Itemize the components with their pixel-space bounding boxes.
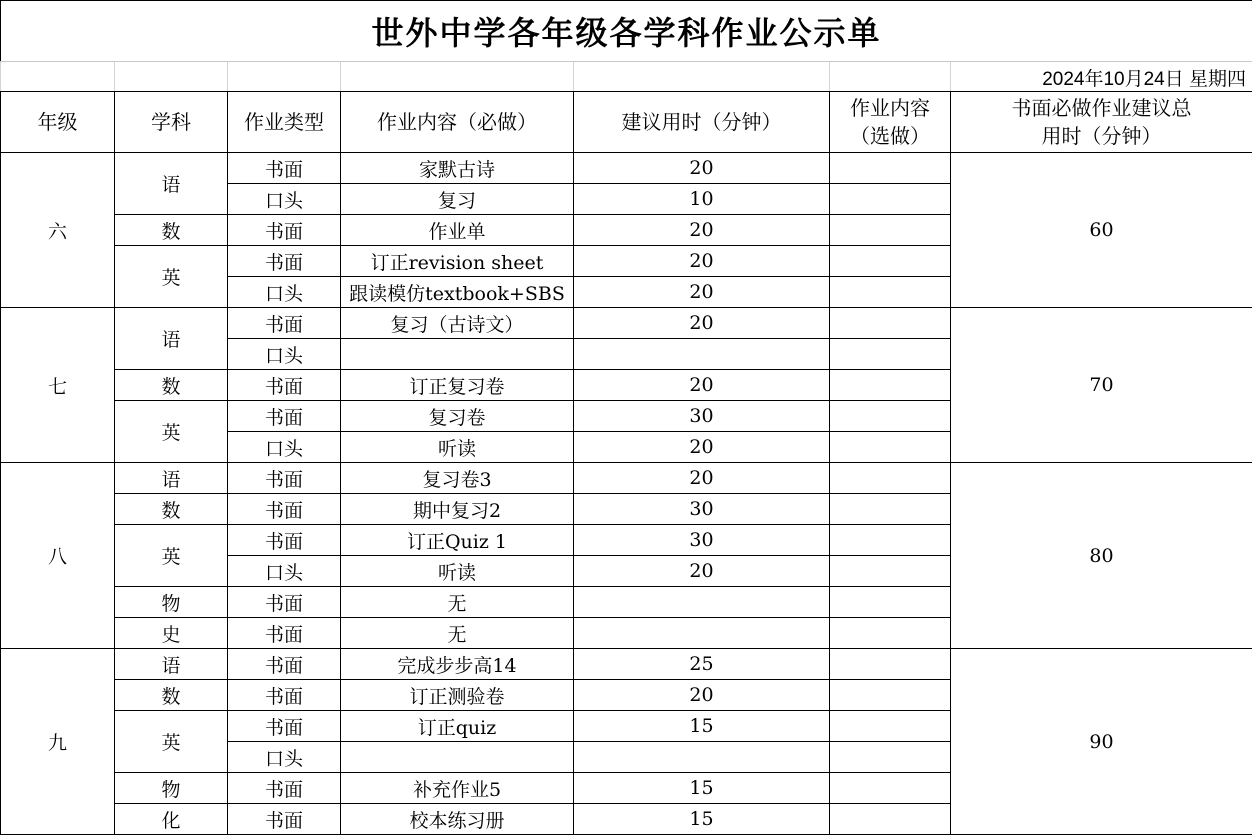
- optional-cell: [830, 494, 951, 525]
- optional-cell: [830, 804, 951, 835]
- subject-cell: 英: [115, 711, 228, 773]
- time-cell: 20: [574, 153, 830, 184]
- content-cell: 订正测验卷: [341, 680, 574, 711]
- table-row: [1, 308, 1252, 339]
- content-cell: 订正revision sheet: [341, 246, 574, 277]
- header-total-time: 书面必做作业建议总用时（分钟）: [951, 92, 1252, 153]
- content-cell: 校本练习册: [341, 804, 574, 835]
- optional-cell: [830, 711, 951, 742]
- content-cell: 听读: [341, 556, 574, 587]
- time-cell: 25: [574, 649, 830, 680]
- time-cell: 20: [574, 370, 830, 401]
- time-cell: [574, 339, 830, 370]
- blank-cell: [574, 62, 830, 92]
- time-cell: 20: [574, 680, 830, 711]
- grade-cell: 八: [1, 463, 115, 649]
- blank-cell: [1, 62, 115, 92]
- subject-cell: 物: [115, 587, 228, 618]
- blank-cell: [830, 62, 951, 92]
- subject-cell: 物: [115, 773, 228, 804]
- content-cell: 作业单: [341, 215, 574, 246]
- subject-cell: 语: [115, 649, 228, 680]
- header-subject: 学科: [115, 92, 228, 153]
- content-cell: 听读: [341, 432, 574, 463]
- content-cell: [341, 742, 574, 773]
- time-cell: 30: [574, 525, 830, 556]
- optional-cell: [830, 649, 951, 680]
- type-cell: 口头: [228, 277, 341, 308]
- subject-cell: 数: [115, 494, 228, 525]
- content-cell: 复习卷3: [341, 463, 574, 494]
- content-cell: 订正Quiz 1: [341, 525, 574, 556]
- total-time-cell: 90: [951, 649, 1252, 835]
- optional-cell: [830, 742, 951, 773]
- time-cell: 10: [574, 184, 830, 215]
- type-cell: 书面: [228, 773, 341, 804]
- optional-cell: [830, 246, 951, 277]
- time-cell: 20: [574, 463, 830, 494]
- optional-cell: [830, 432, 951, 463]
- blank-cell: [115, 62, 228, 92]
- optional-cell: [830, 184, 951, 215]
- grade-cell: 七: [1, 308, 115, 463]
- time-cell: [574, 618, 830, 649]
- date-label: 2024年10月24日 星期四: [951, 62, 1252, 92]
- total-time-cell: 70: [951, 308, 1252, 463]
- content-cell: 订正quiz: [341, 711, 574, 742]
- type-cell: 口头: [228, 742, 341, 773]
- optional-cell: [830, 463, 951, 494]
- content-cell: 跟读模仿textbook+SBS: [341, 277, 574, 308]
- type-cell: 书面: [228, 618, 341, 649]
- time-cell: 30: [574, 494, 830, 525]
- content-cell: 复习（古诗文）: [341, 308, 574, 339]
- subject-cell: 英: [115, 525, 228, 587]
- subject-cell: 史: [115, 618, 228, 649]
- type-cell: 口头: [228, 432, 341, 463]
- type-cell: 口头: [228, 339, 341, 370]
- total-time-cell: 60: [951, 153, 1252, 308]
- grade-cell: 九: [1, 649, 115, 835]
- time-cell: 20: [574, 277, 830, 308]
- content-cell: 订正复习卷: [341, 370, 574, 401]
- optional-cell: [830, 680, 951, 711]
- time-cell: [574, 742, 830, 773]
- header-grade: 年级: [1, 92, 115, 153]
- header-type: 作业类型: [228, 92, 341, 153]
- optional-cell: [830, 339, 951, 370]
- type-cell: 书面: [228, 525, 341, 556]
- content-cell: 补充作业5: [341, 773, 574, 804]
- optional-cell: [830, 401, 951, 432]
- time-cell: [574, 587, 830, 618]
- content-cell: 无: [341, 587, 574, 618]
- type-cell: 书面: [228, 401, 341, 432]
- total-time-cell: 80: [951, 463, 1252, 649]
- type-cell: 书面: [228, 494, 341, 525]
- grade-cell: 六: [1, 153, 115, 308]
- table-row: [1, 649, 1252, 680]
- content-cell: 无: [341, 618, 574, 649]
- optional-cell: [830, 277, 951, 308]
- blank-cell: [341, 62, 574, 92]
- time-cell: 15: [574, 711, 830, 742]
- type-cell: 书面: [228, 308, 341, 339]
- time-cell: 20: [574, 215, 830, 246]
- time-cell: 20: [574, 246, 830, 277]
- type-cell: 书面: [228, 246, 341, 277]
- type-cell: 书面: [228, 215, 341, 246]
- page-title: 世外中学各年级各学科作业公示单: [1, 1, 1252, 62]
- subject-cell: 数: [115, 370, 228, 401]
- optional-cell: [830, 556, 951, 587]
- header-time-suggested: 建议用时（分钟）: [574, 92, 830, 153]
- header-content-optional: 作业内容（选做）: [830, 92, 951, 153]
- optional-cell: [830, 308, 951, 339]
- subject-cell: 语: [115, 463, 228, 494]
- table-row: [1, 463, 1252, 494]
- time-cell: 20: [574, 308, 830, 339]
- content-cell: 完成步步高14: [341, 649, 574, 680]
- content-cell: 期中复习2: [341, 494, 574, 525]
- type-cell: 书面: [228, 680, 341, 711]
- optional-cell: [830, 587, 951, 618]
- type-cell: 书面: [228, 153, 341, 184]
- subject-cell: 语: [115, 308, 228, 370]
- subject-cell: 数: [115, 680, 228, 711]
- time-cell: 30: [574, 401, 830, 432]
- content-cell: 家默古诗: [341, 153, 574, 184]
- type-cell: 书面: [228, 587, 341, 618]
- type-cell: 书面: [228, 649, 341, 680]
- content-cell: [341, 339, 574, 370]
- table-row: [1, 153, 1252, 184]
- header-content-required: 作业内容（必做）: [341, 92, 574, 153]
- blank-cell: [228, 62, 341, 92]
- content-cell: 复习: [341, 184, 574, 215]
- optional-cell: [830, 153, 951, 184]
- time-cell: 15: [574, 804, 830, 835]
- type-cell: 书面: [228, 463, 341, 494]
- time-cell: 20: [574, 432, 830, 463]
- time-cell: 15: [574, 773, 830, 804]
- subject-cell: 英: [115, 401, 228, 463]
- content-cell: 复习卷: [341, 401, 574, 432]
- optional-cell: [830, 773, 951, 804]
- time-cell: 20: [574, 556, 830, 587]
- type-cell: 口头: [228, 184, 341, 215]
- subject-cell: 化: [115, 804, 228, 835]
- type-cell: 书面: [228, 370, 341, 401]
- optional-cell: [830, 370, 951, 401]
- optional-cell: [830, 618, 951, 649]
- subject-cell: 英: [115, 246, 228, 308]
- type-cell: 口头: [228, 556, 341, 587]
- optional-cell: [830, 215, 951, 246]
- subject-cell: 语: [115, 153, 228, 215]
- optional-cell: [830, 525, 951, 556]
- type-cell: 书面: [228, 804, 341, 835]
- subject-cell: 数: [115, 215, 228, 246]
- type-cell: 书面: [228, 711, 341, 742]
